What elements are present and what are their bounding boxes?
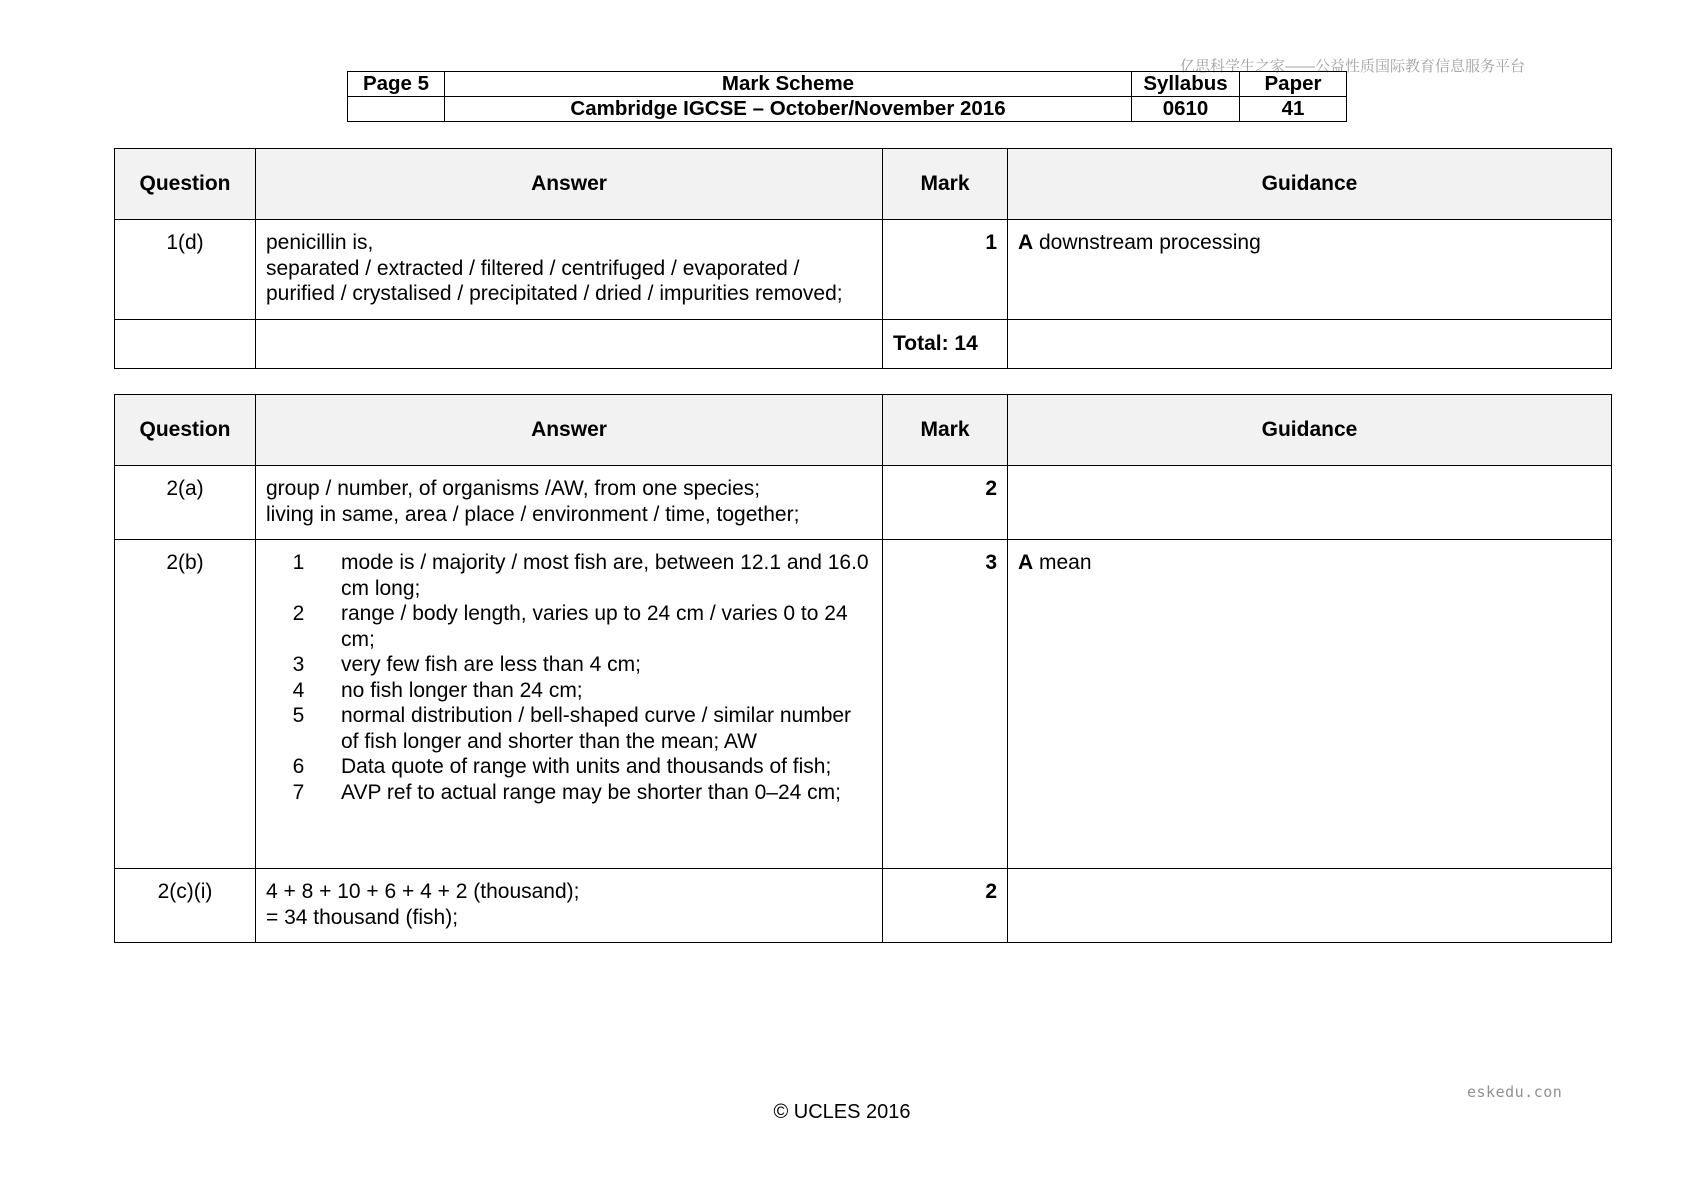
question-number: 2(b) (115, 540, 256, 869)
document-title: Mark Scheme (445, 72, 1132, 97)
point-text: range / body length, varies up to 24 cm / varies 0 to 24 cm; (341, 602, 848, 651)
page-number: Page 5 (348, 72, 445, 97)
empty-cell (256, 320, 883, 369)
mark-value: 3 (883, 540, 1008, 869)
column-header-mark: Mark (883, 395, 1008, 466)
point-number: 7 (292, 780, 305, 804)
mark-value: 2 (883, 869, 1008, 943)
point-number: 2 (292, 602, 305, 625)
guidance-cell (1008, 466, 1612, 540)
table-row (115, 220, 1612, 320)
watermark-top: 亿思科学生之家——公益性质国际教育信息服务平台 (1180, 58, 1526, 75)
point-text: very few fish are less than 4 cm; (341, 653, 641, 676)
list-item (256, 652, 872, 678)
point-number: 3 (292, 653, 305, 676)
answer-line: purified / crystalised / precipitated / dried / impurities removed; (266, 282, 843, 305)
guidance-cell (1008, 540, 1612, 869)
question-number: 2(a) (115, 466, 256, 540)
table-row (115, 540, 1612, 869)
column-header-question: Question (115, 395, 256, 466)
column-header-answer: Answer (256, 149, 883, 220)
point-text: Data quote of range with units and thousands of fish; (341, 755, 832, 778)
total-row (115, 320, 1612, 369)
list-item (256, 703, 872, 754)
answer-cell (256, 220, 883, 320)
point-number: 5 (292, 704, 305, 727)
guidance-cell (1008, 220, 1612, 320)
list-item (256, 678, 872, 704)
answer-cell (256, 540, 883, 869)
question-number: 2(c)(i) (115, 869, 256, 943)
watermark-bottom: eskedu.con (1467, 1083, 1563, 1101)
list-item (256, 754, 872, 780)
answer-cell (256, 466, 883, 540)
document-subtitle: Cambridge IGCSE – October/November 2016 (445, 97, 1132, 122)
accept-marker: A (1018, 231, 1034, 254)
copyright-footer: © UCLES 2016 (773, 1101, 911, 1123)
answer-line: separated / extracted / filtered / centrifuged / evaporated / (266, 256, 800, 280)
table-header-row (115, 395, 1612, 466)
point-text: normal distribution / bell-shaped curve / similar number of fish longer and shorter than the mean; AW (341, 704, 852, 753)
answer-line: = 34 thousand (fish); (266, 905, 459, 929)
question-number: 1(d) (115, 220, 256, 320)
mark-value: 2 (883, 466, 1008, 540)
answer-cell (256, 869, 883, 943)
accept-marker: A (1018, 551, 1034, 574)
header-empty-cell (348, 97, 445, 122)
mark-scheme-table-2 (114, 394, 1612, 943)
paper-number: 41 (1240, 97, 1347, 122)
column-header-answer: Answer (256, 395, 883, 466)
table-row (115, 466, 1612, 540)
point-number: 4 (292, 678, 305, 702)
point-text: mode is / majority / most fish are, between 12.1 and 16.0 cm long; (341, 551, 869, 600)
table-row (115, 869, 1612, 943)
answer-line: living in same, area / place / environment / time, together; (266, 502, 800, 526)
point-number: 1 (292, 551, 305, 574)
paper-label: Paper (1240, 72, 1347, 97)
syllabus-code: 0610 (1132, 97, 1240, 122)
guidance-text: mean (1033, 551, 1092, 574)
answer-line: 4 + 8 + 10 + 6 + 4 + 2 (thousand); (266, 880, 580, 903)
total-marks: Total: 14 (883, 320, 1008, 369)
list-item (256, 780, 872, 806)
point-text: no fish longer than 24 cm; (341, 678, 583, 702)
empty-cell (1008, 320, 1612, 369)
column-header-guidance: Guidance (1008, 149, 1612, 220)
list-item (256, 550, 872, 601)
header-table (347, 71, 1347, 122)
column-header-guidance: Guidance (1008, 395, 1612, 466)
column-header-mark: Mark (883, 149, 1008, 220)
guidance-cell (1008, 869, 1612, 943)
list-item (256, 601, 872, 652)
mark-value: 1 (883, 220, 1008, 320)
column-header-question: Question (115, 149, 256, 220)
guidance-text: downstream processing (1033, 231, 1261, 254)
syllabus-label: Syllabus (1132, 72, 1240, 97)
marking-points-list (256, 550, 872, 805)
answer-line: penicillin is, (266, 231, 374, 254)
empty-cell (115, 320, 256, 369)
point-number: 6 (292, 755, 305, 778)
table-header-row (115, 149, 1612, 220)
point-text: AVP ref to actual range may be shorter than 0–24 cm; (341, 780, 842, 804)
mark-scheme-table-1 (114, 148, 1612, 369)
answer-line: group / number, of organisms /AW, from one species; (266, 477, 761, 500)
